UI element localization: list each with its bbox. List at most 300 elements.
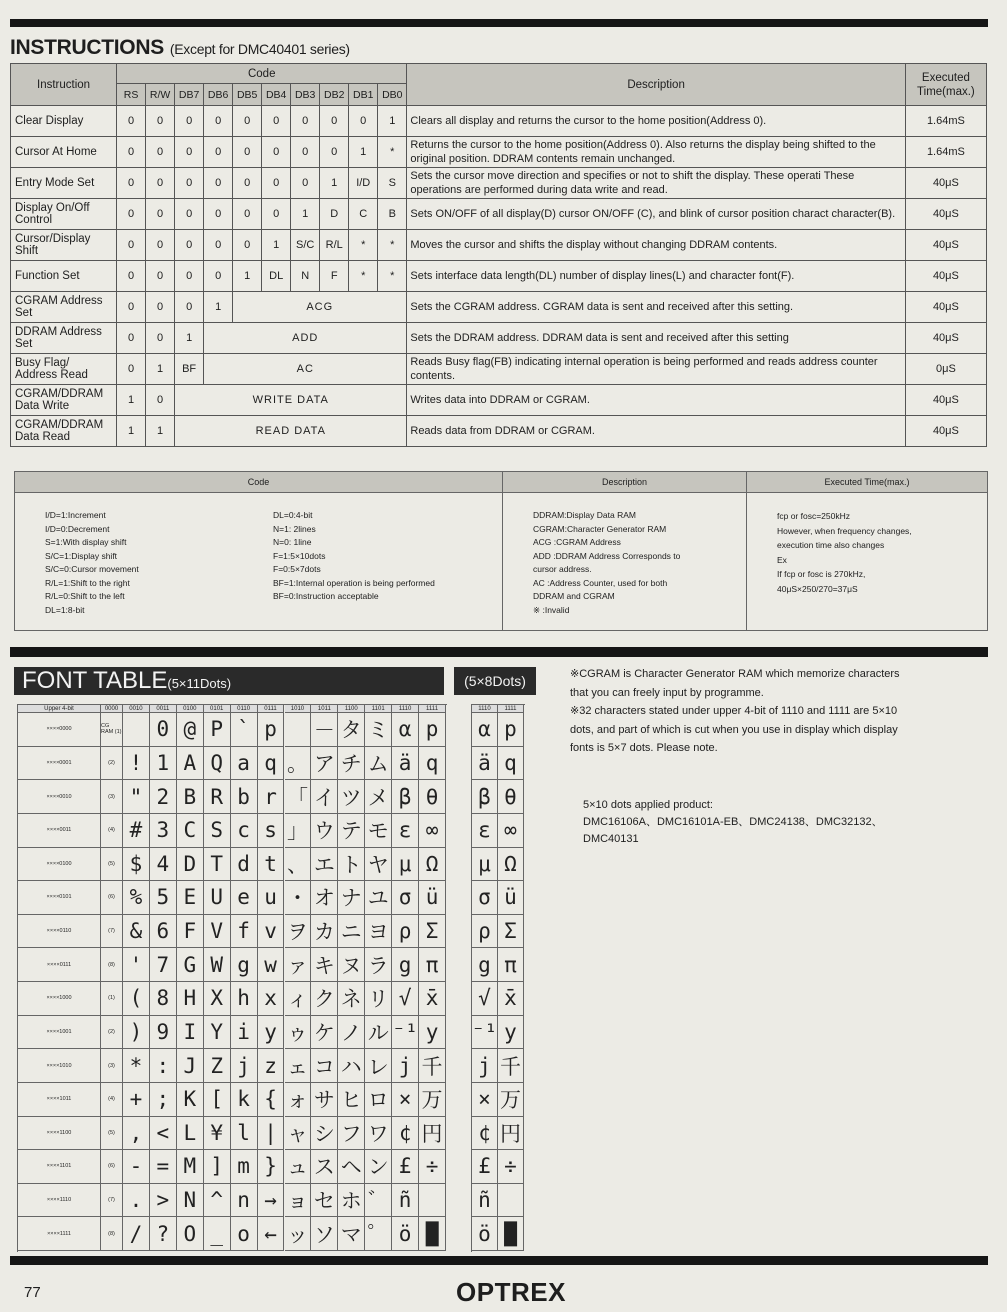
cgram-slot: (7) [101, 1184, 123, 1218]
lower-code: ××××1100 [18, 1117, 101, 1151]
font-glyph: 、 [285, 848, 312, 882]
font-glyph: ナ [338, 881, 365, 915]
code-bit: 0 [146, 106, 175, 137]
header-bit-db4: DB4 [262, 84, 291, 106]
code-bit: 0 [146, 261, 175, 292]
instruction-description: Writes data into DDRAM or CGRAM. [407, 385, 905, 416]
code-bit: 0 [233, 230, 262, 261]
font-glyph-5x8 [498, 1184, 524, 1218]
font-glyph: + [123, 1083, 150, 1117]
font-glyph: B [177, 780, 204, 814]
font-glyph: ミ [365, 713, 392, 747]
font-glyph-5x8: θ [498, 780, 524, 814]
lower-code: ××××1111 [18, 1217, 101, 1251]
code-bit: 0 [146, 199, 175, 230]
font-glyph: ッ [285, 1217, 312, 1251]
font-glyph: ヒ [338, 1083, 365, 1117]
legend-description-item: ADD :DDRAM Address Corresponds to [533, 550, 681, 561]
code-bit: 0 [233, 199, 262, 230]
font-glyph: ¥ [204, 1117, 231, 1151]
font-glyph: μ [392, 848, 419, 882]
font-glyph: p [258, 713, 285, 747]
instruction-description: Sets the DDRAM address. DDRAM data is sent and received after this setting [407, 323, 905, 354]
code-bit: 0 [146, 230, 175, 261]
legend-code-item: S/C=0:Cursor movement [45, 564, 139, 574]
font-glyph: 1 [150, 747, 177, 781]
instruction-name: Clear Display [11, 106, 117, 137]
instruction-name: Display On/Off Control [11, 199, 117, 230]
font-glyph: σ [392, 881, 419, 915]
legend-description-item: ※ :Invalid [533, 604, 570, 615]
legend-description-item: DDRAM:Display Data RAM [533, 510, 636, 520]
header-bit-db3: DB3 [291, 84, 320, 106]
lower-code: ××××1000 [18, 982, 101, 1016]
lower-code: ××××0011 [18, 814, 101, 848]
cgram-slot: (3) [101, 780, 123, 814]
font-glyph: " [123, 780, 150, 814]
font-glyph: q [258, 747, 285, 781]
font-glyph-5x8: ¢ [472, 1117, 498, 1151]
code-bit: 0 [291, 168, 320, 199]
code-bit: DL [262, 261, 291, 292]
legend-description-item: DDRAM and CGRAM [533, 591, 615, 601]
legend-description-item: CGRAM:Character Generator RAM [533, 523, 667, 534]
font-glyph-5x8: Σ [498, 915, 524, 949]
code-bit: 0 [117, 106, 146, 137]
code-bit: 0 [262, 199, 291, 230]
lower-code: ××××1001 [18, 1016, 101, 1050]
font-glyph: α [392, 713, 419, 747]
font-glyph: N [177, 1184, 204, 1218]
font-glyph: フ [338, 1117, 365, 1151]
product-note [583, 797, 913, 848]
font-glyph: ヤ [365, 848, 392, 882]
bottom-rule [10, 1256, 988, 1265]
font-glyph: ` [231, 713, 258, 747]
font-glyph: 8 [150, 982, 177, 1016]
font-glyph: π [419, 948, 446, 982]
legend-time-notes [747, 493, 987, 596]
font-glyph: X [204, 982, 231, 1016]
middle-rule [10, 647, 988, 657]
font-glyph: ル [365, 1016, 392, 1050]
font-glyph: g [231, 948, 258, 982]
upper-code: 0011 [150, 705, 177, 713]
font-glyph: β [392, 780, 419, 814]
code-bit: 0 [117, 354, 146, 385]
font-glyph: Ω [419, 848, 446, 882]
font-glyph: 6 [150, 915, 177, 949]
font-glyph: ⁻¹ [392, 1016, 419, 1050]
font-glyph-5x8: p [498, 713, 524, 747]
code-bit: 0 [349, 106, 378, 137]
legend-description-item: AC :Address Counter, used for both [533, 577, 668, 588]
instruction-row [11, 261, 987, 292]
font-glyph: ゥ [285, 1016, 312, 1050]
font-glyph: ュ [285, 1150, 312, 1184]
header-bit-rs: RS [117, 84, 146, 106]
font-glyph: ñ [392, 1184, 419, 1218]
legend-time-item: fcp or fosc=250kHz [777, 511, 850, 521]
font-glyph: i [231, 1016, 258, 1050]
legend-code-item: I/D=1:Increment [45, 510, 106, 520]
legend-code-item: BF=1:Internal operation is being performed [273, 577, 435, 588]
code-bit: 0 [204, 199, 233, 230]
font-glyph: ヘ [338, 1150, 365, 1184]
font-glyph: ö [392, 1217, 419, 1251]
code-bit: 0 [175, 230, 204, 261]
font-glyph: P [204, 713, 231, 747]
font-glyph: 7 [150, 948, 177, 982]
font-glyph: ネ [338, 982, 365, 1016]
font-glyph: マ [338, 1217, 365, 1251]
font-glyph: y [258, 1016, 285, 1050]
code-bit: 0 [175, 261, 204, 292]
code-bit: 1 [320, 168, 349, 199]
corner-upper-4bit: Upper 4-bit [18, 705, 101, 713]
instruction-name: CGRAM/DDRAM Data Read [11, 416, 117, 447]
font-glyph: ニ [338, 915, 365, 949]
font-glyph: ä [392, 747, 419, 781]
font-glyph: * [123, 1049, 150, 1083]
font-glyph-5x8: 万 [498, 1083, 524, 1117]
lower-code: ××××0101 [18, 881, 101, 915]
font-glyph: F [177, 915, 204, 949]
font-glyph-5x8: ñ [472, 1184, 498, 1218]
font-glyph: ク [311, 982, 338, 1016]
font-glyph: E [177, 881, 204, 915]
font-glyph: ) [123, 1016, 150, 1050]
font-glyph: W [204, 948, 231, 982]
font-glyph: 。 [285, 747, 312, 781]
font-glyph-5x8: y [498, 1016, 524, 1050]
font-glyph: C [177, 814, 204, 848]
lower-code: ××××1110 [18, 1184, 101, 1218]
instruction-row [11, 385, 987, 416]
font-glyph: £ [392, 1150, 419, 1184]
code-bit: 0 [262, 106, 291, 137]
code-bit: 0 [175, 137, 204, 168]
font-glyph: ョ [285, 1184, 312, 1218]
cgram-notes [570, 665, 900, 758]
font-glyph: < [150, 1117, 177, 1151]
font-glyph: 円 [419, 1117, 446, 1151]
cgram-slot: (6) [101, 1150, 123, 1184]
code-bit: 0 [291, 137, 320, 168]
font-glyph: h [231, 982, 258, 1016]
upper-code: 1101 [365, 705, 392, 713]
font-glyph: ρ [392, 915, 419, 949]
cgram-slot: (6) [101, 881, 123, 915]
executed-time: 1.64mS [905, 106, 986, 137]
code-bit: 0 [117, 137, 146, 168]
font-glyph: 0 [150, 713, 177, 747]
font-glyph: m [231, 1150, 258, 1184]
code-bit: * [378, 137, 407, 168]
executed-time: 40μS [905, 292, 986, 323]
instruction-description: Sets the cursor move direction and specifies or not to shift the display. These operati These operations are performed during data write and read. [407, 168, 905, 199]
font-glyph: → [258, 1184, 285, 1218]
instruction-row [11, 292, 987, 323]
upper-code: 0000 [101, 705, 123, 713]
brand-logo: OPTREX [456, 1277, 566, 1307]
code-bit: 0 [117, 323, 146, 354]
instruction-name: Cursor/Display Shift [11, 230, 117, 261]
font-glyph: ソ [311, 1217, 338, 1251]
font-glyph: ス [311, 1150, 338, 1184]
font-glyph: 9 [150, 1016, 177, 1050]
font-glyph: x̄ [419, 982, 446, 1016]
font-glyph: █ [419, 1217, 446, 1251]
font-glyph: q [419, 747, 446, 781]
font-glyph: r [258, 780, 285, 814]
lower-code: ××××1010 [18, 1049, 101, 1083]
instruction-description: Returns the cursor to the home position(Address 0). Also returns the display being shifted to the original position. DDRAM contents remain unchanged. [407, 137, 905, 168]
font-glyph-5x8: × [472, 1083, 498, 1117]
code-bit: C [349, 199, 378, 230]
cgram-slot: (4) [101, 814, 123, 848]
font-glyph: R [204, 780, 231, 814]
legend-code-item: R/L=1:Shift to the right [45, 577, 130, 588]
font-glyph: ェ [285, 1049, 312, 1083]
font-glyph: ワ [365, 1117, 392, 1151]
font-glyph-5x8: ρ [472, 915, 498, 949]
font-glyph: 3 [150, 814, 177, 848]
font-glyph: x [258, 982, 285, 1016]
font-glyph: _ [204, 1217, 231, 1251]
executed-time: 0μS [905, 354, 986, 385]
code-bit: 1 [262, 230, 291, 261]
font-glyph: ア [311, 747, 338, 781]
font-glyph: V [204, 915, 231, 949]
code-bit: F [320, 261, 349, 292]
font-glyph: % [123, 881, 150, 915]
instruction-row [11, 199, 987, 230]
font-glyph: # [123, 814, 150, 848]
font-glyph: ← [258, 1217, 285, 1251]
font-glyph: Z [204, 1049, 231, 1083]
font-glyph: - [123, 1150, 150, 1184]
font-glyph: 万 [419, 1083, 446, 1117]
legend-code-item: I/D=0:Decrement [45, 523, 110, 534]
font-glyph: J [177, 1049, 204, 1083]
font-table-5x8-title: (5×8Dots) [454, 667, 536, 695]
instruction-row [11, 168, 987, 199]
font-glyph-5x8: j [472, 1049, 498, 1083]
legend-code-item: BF=0:Instruction acceptable [273, 591, 379, 601]
legend-code-item: N=0: 1line [273, 537, 312, 547]
font-glyph: ホ [338, 1184, 365, 1218]
font-glyph: 5 [150, 881, 177, 915]
font-glyph: ? [150, 1217, 177, 1251]
font-glyph: s [258, 814, 285, 848]
code-bit: 0 [117, 230, 146, 261]
lower-code: ××××1011 [18, 1083, 101, 1117]
font-glyph: K [177, 1083, 204, 1117]
code-bit: BF [175, 354, 204, 385]
font-glyph: ü [419, 881, 446, 915]
font-glyph: ( [123, 982, 150, 1016]
font-glyph: c [231, 814, 258, 848]
header-bit-db0: DB0 [378, 84, 407, 106]
cgram-slot: (2) [101, 747, 123, 781]
upper-code: 1111 [419, 705, 446, 713]
cgram-slot: (4) [101, 1083, 123, 1117]
font-glyph: j [392, 1049, 419, 1083]
font-glyph: 千 [419, 1049, 446, 1083]
font-glyph: : [150, 1049, 177, 1083]
code-bit: 1 [117, 385, 146, 416]
font-glyph: ' [123, 948, 150, 982]
font-glyph-5x8: μ [472, 848, 498, 882]
font-glyph: a [231, 747, 258, 781]
font-glyph: z [258, 1049, 285, 1083]
font-glyph: メ [365, 780, 392, 814]
header-description: Description [407, 64, 905, 106]
font-glyph: ケ [311, 1016, 338, 1050]
font-glyph: G [177, 948, 204, 982]
font-glyph: × [392, 1083, 419, 1117]
code-bit: 0 [320, 106, 349, 137]
font-glyph: ャ [285, 1117, 312, 1151]
executed-time: 1.64mS [905, 137, 986, 168]
font-glyph: o [231, 1217, 258, 1251]
font-glyph: t [258, 848, 285, 882]
instruction-description: Moves the cursor and shifts the display without changing DDRAM contents. [407, 230, 905, 261]
font-glyph: I [177, 1016, 204, 1050]
font-glyph-5x8: σ [472, 881, 498, 915]
cgram-slot: (2) [101, 1016, 123, 1050]
product-list: DMC16106A、DMC16101A-EB、DMC24138、DMC32132、DMC40131 [583, 816, 883, 845]
code-bit: 0 [117, 292, 146, 323]
font-glyph: Q [204, 747, 231, 781]
code-bit: S [378, 168, 407, 199]
lower-code: ××××0100 [18, 848, 101, 882]
code-bit: 1 [117, 416, 146, 447]
code-bit: 0 [262, 168, 291, 199]
instruction-name: CGRAM Address Set [11, 292, 117, 323]
font-glyph: T [204, 848, 231, 882]
font-glyph: u [258, 881, 285, 915]
font-glyph [123, 713, 150, 747]
legend-code-left [45, 509, 273, 617]
font-glyph: e [231, 881, 258, 915]
font-glyph-5x8: ∞ [498, 814, 524, 848]
font-glyph: モ [365, 814, 392, 848]
lower-code: ××××0010 [18, 780, 101, 814]
code-bit: 0 [146, 385, 175, 416]
font-glyph: ∞ [419, 814, 446, 848]
legend-description-item: ACG :CGRAM Address [533, 537, 621, 547]
code-bit: 1 [146, 354, 175, 385]
cgram-note: ※CGRAM is Character Generator RAM which memorize characters that you can freely input by programme. [570, 668, 900, 699]
legend-code-item: S/C=1:Display shift [45, 550, 118, 561]
font-glyph: O [177, 1217, 204, 1251]
lower-code: ××××0001 [18, 747, 101, 781]
font-glyph: j [231, 1049, 258, 1083]
font-glyph: y [419, 1016, 446, 1050]
header-bit-db1: DB1 [349, 84, 378, 106]
legend-code-item: F=1:5×10dots [273, 550, 326, 561]
cgram-note: ※32 characters stated under upper 4-bit of 1110 and 1111 are 5×10 dots, and part of which is cut when you use in display which display fonts is 5×7 dots. Please note. [570, 705, 898, 754]
code-bit: 1 [204, 292, 233, 323]
code-field: AC [204, 354, 407, 385]
lower-code: ××××1101 [18, 1150, 101, 1184]
font-grid-5x8 [471, 704, 525, 1252]
code-bit: * [378, 261, 407, 292]
instruction-description: Reads Busy flag(FB) indicating internal operation is being performed and reads address counter contents. [407, 354, 905, 385]
font-glyph: ・ [285, 881, 312, 915]
upper-code: 1011 [311, 705, 338, 713]
font-glyph: M [177, 1150, 204, 1184]
font-glyph: & [123, 915, 150, 949]
font-table-title-text: FONT TABLE [22, 667, 168, 694]
legend-code-item: S=1:With display shift [45, 537, 127, 547]
code-bit: D [320, 199, 349, 230]
cgram-slot: (1) [101, 982, 123, 1016]
instruction-name: Entry Mode Set [11, 168, 117, 199]
cgram-slot: (5) [101, 848, 123, 882]
font-glyph: / [123, 1217, 150, 1251]
legend-time-item: 40μS×250/270=37μS [777, 583, 858, 594]
code-bit: 0 [117, 261, 146, 292]
font-glyph: D [177, 848, 204, 882]
upper-code: 0100 [177, 705, 204, 713]
font-glyph: ] [204, 1150, 231, 1184]
code-field: READ DATA [175, 416, 407, 447]
font-glyph-5x8: g [472, 948, 498, 982]
code-bit: * [378, 230, 407, 261]
font-glyph: ユ [365, 881, 392, 915]
code-bit: 0 [117, 168, 146, 199]
code-bit: * [349, 261, 378, 292]
executed-time: 40μS [905, 416, 986, 447]
code-bit: 1 [291, 199, 320, 230]
code-bit: 0 [233, 168, 262, 199]
page-number: 77 [24, 1284, 41, 1301]
font-glyph-5x8: ε [472, 814, 498, 848]
font-glyph-5x8: 千 [498, 1049, 524, 1083]
font-glyph: チ [338, 747, 365, 781]
instruction-row [11, 137, 987, 168]
font-glyph: レ [365, 1049, 392, 1083]
upper-code: 1110 [392, 705, 419, 713]
header-code: Code [117, 64, 407, 84]
code-bit: 0 [291, 106, 320, 137]
font-glyph [285, 713, 312, 747]
upper-code: 0010 [123, 705, 150, 713]
font-glyph [419, 1184, 446, 1218]
code-bit: N [291, 261, 320, 292]
font-glyph: コ [311, 1049, 338, 1083]
legend-table [14, 471, 988, 631]
font-glyph-5x8: £ [472, 1150, 498, 1184]
cgram-slot: (8) [101, 948, 123, 982]
font-glyph: f [231, 915, 258, 949]
font-glyph: ァ [285, 948, 312, 982]
legend-description-item: cursor address. [533, 564, 592, 574]
code-bit: 1 [349, 137, 378, 168]
font-glyph: キ [311, 948, 338, 982]
font-glyph: ノ [338, 1016, 365, 1050]
font-glyph: b [231, 780, 258, 814]
code-bit: 0 [175, 199, 204, 230]
font-glyph: ト [338, 848, 365, 882]
font-glyph-5x8: β [472, 780, 498, 814]
instruction-row [11, 416, 987, 447]
code-bit: 0 [204, 168, 233, 199]
font-table-title-sub: (5×11Dots) [167, 676, 232, 691]
